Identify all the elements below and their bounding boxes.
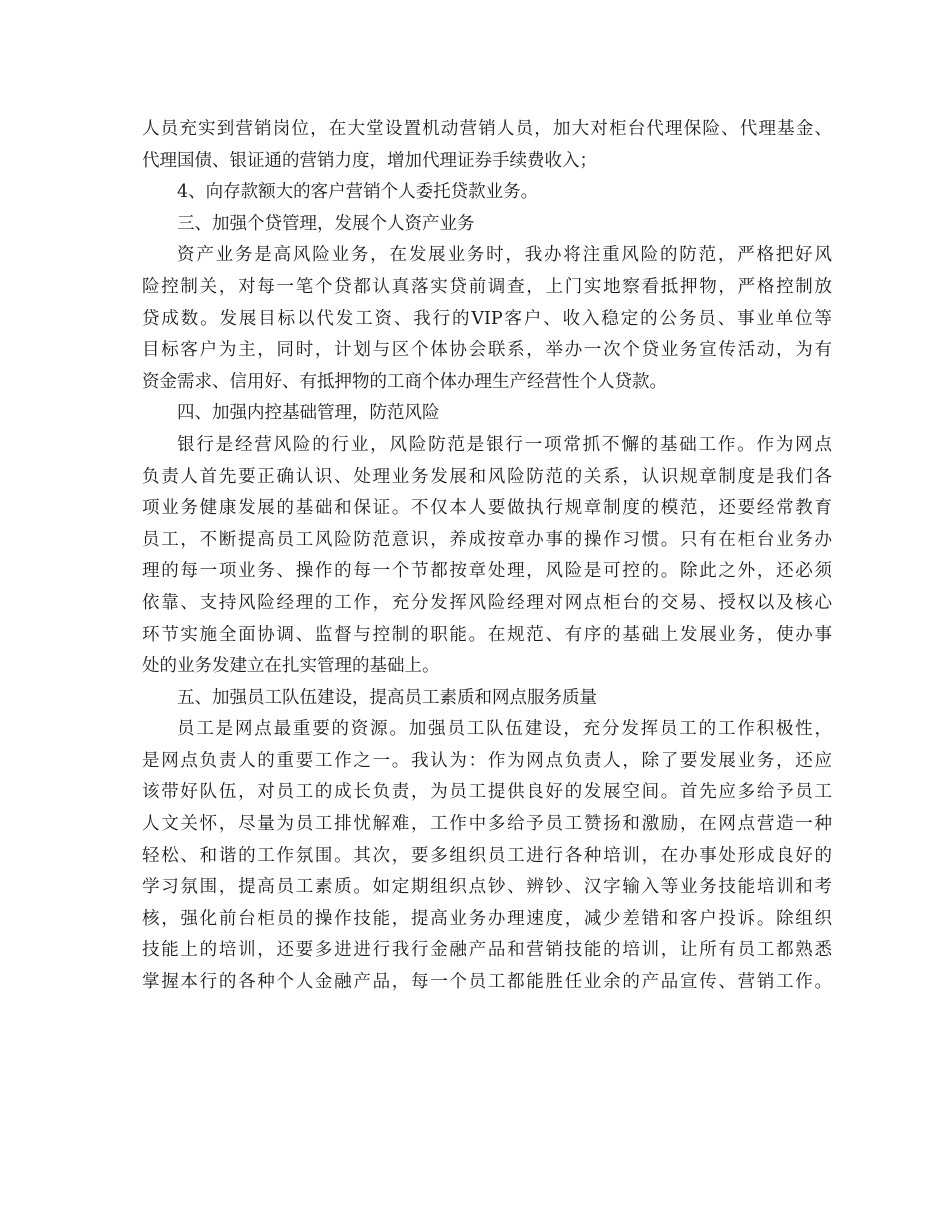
section-heading: 四、加强内控基础管理，防范风险 <box>177 403 440 424</box>
text-line: 贷成数。发展目标以代发工资、我行的VIP客户、收入稳定的公务员、事业单位等 <box>142 308 832 329</box>
text-line: 代理国债、银证通的营销力度，增加代理证券手续费收入； <box>142 150 597 171</box>
text-line: 是网点负责人的重要工作之一。我认为：作为网点负责人，除了要发展业务，还应 <box>142 750 832 771</box>
text-line: 项业务健康发展的基础和保证。不仅本人要做执行规章制度的模范，还要经常教育 <box>142 498 832 519</box>
text-line: 理的每一项业务、操作的每一个节都按章处理，风险是可控的。除此之外，还必须 <box>142 561 832 582</box>
text-line: 人文关怀，尽量为员工排忧解难，工作中多给予员工赞扬和激励，在网点营造一种 <box>142 814 832 835</box>
text-line: 依靠、支持风险经理的工作，充分发挥风险经理对网点柜台的交易、授权以及核心 <box>142 592 832 613</box>
text-line: 学习氛围，提高员工素质。如定期组织点钞、辨钞、汉字输入等业务技能培训和考 <box>142 877 832 898</box>
text-line: 人员充实到营销岗位，在大堂设置机动营销人员，加大对柜台代理保险、代理基金、 <box>142 119 832 139</box>
text-line: 核，强化前台柜员的操作技能，提高业务办理速度，减少差错和客户投诉。除组织 <box>142 908 832 929</box>
text-line: 目标客户为主，同时，计划与区个体协会联系，举办一次个贷业务宣传活动，为有 <box>142 340 832 361</box>
document-body <box>142 114 832 999</box>
text-line: 轻松、和谐的工作氛围。其次，要多组织员工进行各种培训，在办事处形成良好的 <box>142 845 832 866</box>
text-line: 险控制关，对每一笔个贷都认真落实贷前调查，上门实地察看抵押物，严格控制放 <box>142 276 832 297</box>
text-line: 资金需求、信用好、有抵押物的工商个体办理生产经营性个人贷款。 <box>142 371 667 392</box>
paragraph-first-line: 银行是经营风险的行业，风险防范是银行一项常抓不懈的基础工作。作为网点 <box>177 434 832 455</box>
section-heading: 三、加强个贷管理，发展个人资产业务 <box>177 213 475 234</box>
text-line: 技能上的培训，还要多进进行我行金融产品和营销技能的培训，让所有员工都熟悉 <box>142 940 832 961</box>
text-line: 掌握本行的各种个人金融产品，每一个员工都能胜任业余的产品宣传、营销工作。 <box>142 972 832 993</box>
section-heading: 五、加强员工队伍建设，提高员工素质和网点服务质量 <box>177 687 597 708</box>
text-line: 负责人首先要正确认识、处理业务发展和风险防范的关系，认识规章制度是我们各 <box>142 466 832 487</box>
text-line: 环节实施全面协调、监督与控制的职能。在规范、有序的基础上发展业务，使办事 <box>142 624 832 645</box>
text-line: 处的业务发建立在扎实管理的基础上。 <box>142 656 440 677</box>
paragraph-first-line: 员工是网点最重要的资源。加强员工队伍建设，充分发挥员工的工作积极性， <box>177 719 832 740</box>
text-line: 员工，不断提高员工风险防范意识，养成按章办事的操作习惯。只有在柜台业务办 <box>142 529 832 550</box>
list-item: 4、向存款额大的客户营销个人委托贷款业务。 <box>177 182 539 203</box>
paragraph-first-line: 资产业务是高风险业务，在发展业务时，我办将注重风险的防范，严格把好风 <box>177 245 832 266</box>
text-line: 该带好队伍，对员工的成长负责，为员工提供良好的发展空间。首先应多给予员工 <box>142 782 832 803</box>
